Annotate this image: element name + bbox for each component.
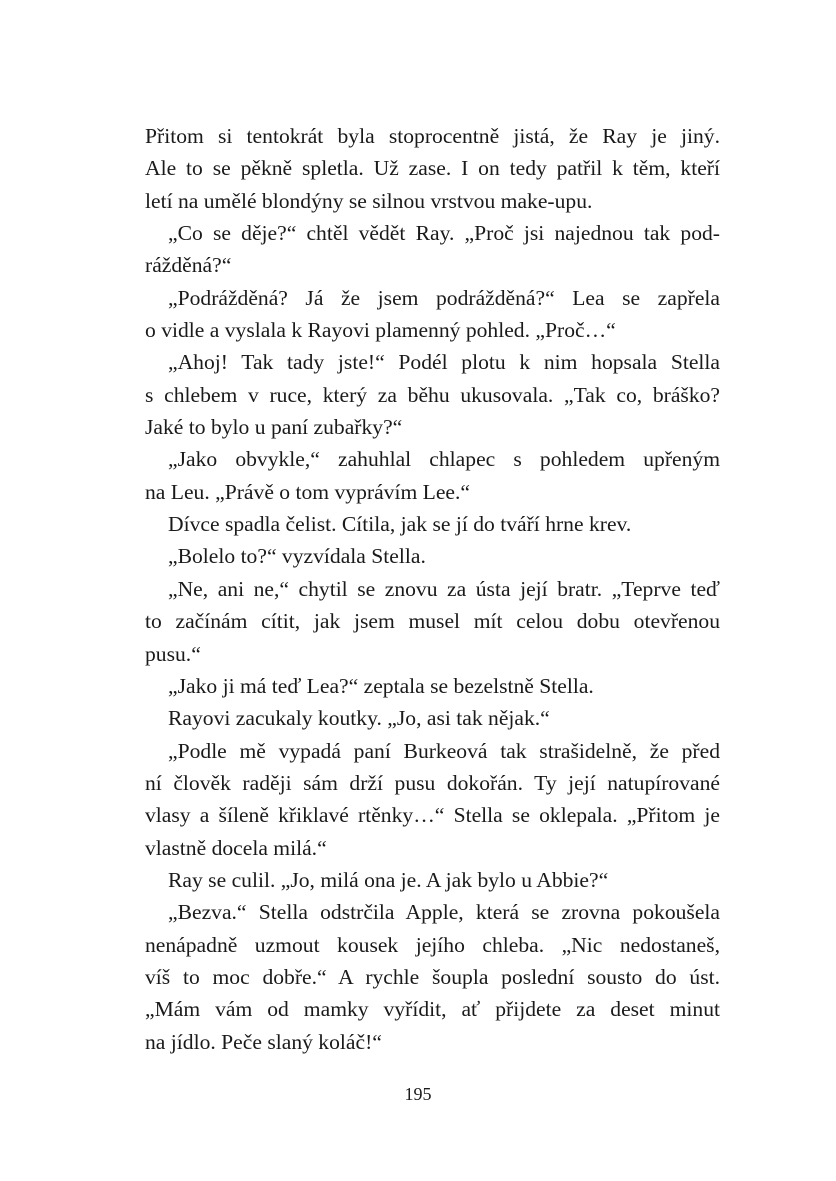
text-line: „Bolelo to?“ vyzvídala Stella. xyxy=(168,544,426,569)
text-line: ní člověk raději sám drží pusu dokořán. Ty její natupírované xyxy=(145,770,720,795)
text-line: víš to moc dobře.“ A rychle šoupla poslední sousto do úst. xyxy=(145,964,720,989)
text-line: Rayovi zacukaly koutky. „Jo, asi tak nějak.“ xyxy=(168,706,550,731)
page-number: 195 xyxy=(404,1084,432,1104)
text-line: vlastně docela milá.“ xyxy=(145,835,327,860)
text-line: „Podle mě vypadá paní Burkeová tak strašidelně, že před xyxy=(168,738,720,763)
text-line: „Jako obvykle,“ zahuhlal chlapec s pohledem upřeným xyxy=(168,447,720,472)
text-line: „Co se děje?“ chtěl vědět Ray. „Proč jsi najednou tak pod- xyxy=(168,221,720,246)
text-line: o vidle a vyslala k Rayovi plamenný pohled. „Proč…“ xyxy=(145,318,616,343)
text-line: vlasy a šíleně křiklavé rtěnky…“ Stella se oklepala. „Přitom je xyxy=(145,803,720,828)
book-page-text xyxy=(145,120,720,1058)
text-line: to začínám cítit, jak jsem musel mít celou dobu otevřenou xyxy=(145,609,720,634)
text-line: „Mám vám od mamky vyřídit, ať přijdete za deset minut xyxy=(145,997,720,1022)
text-line: „Podrážděná? Já že jsem podrážděná?“ Lea se zapřela xyxy=(168,285,720,310)
text-line: nenápadně uzmout kousek jejího chleba. „Nic nedostaneš, xyxy=(145,932,720,957)
text-line: „Ne, ani ne,“ chytil se znovu za ústa její bratr. „Teprve teď xyxy=(168,576,720,601)
text-line: Ray se culil. „Jo, milá ona je. A jak bylo u Abbie?“ xyxy=(168,867,609,892)
text-line: „Bezva.“ Stella odstrčila Apple, která se zrovna pokoušela xyxy=(168,900,720,925)
text-line: Jaké to bylo u paní zubařky?“ xyxy=(145,415,403,440)
text-line: „Jako ji má teď Lea?“ zeptala se bezelstně Stella. xyxy=(168,673,594,698)
text-line: rážděná?“ xyxy=(145,253,232,278)
text-line: Přitom si tentokrát byla stoprocentně jistá, že Ray je jiný. xyxy=(145,124,720,148)
text-line: s chlebem v ruce, který za běhu ukusovala. „Tak co, bráško? xyxy=(145,382,720,407)
text-line: letí na umělé blondýny se silnou vrstvou make-upu. xyxy=(145,188,593,213)
text-line: na Leu. „Právě o tom vyprávím Lee.“ xyxy=(145,479,470,504)
text-line: pusu.“ xyxy=(145,641,201,666)
text-line: Dívce spadla čelist. Cítila, jak se jí do tváří hrne krev. xyxy=(168,512,632,537)
text-line: Ale to se pěkně spletla. Už zase. I on tedy patřil k těm, kteří xyxy=(145,156,720,181)
text-line: „Ahoj! Tak tady jste!“ Podél plotu k nim hopsala Stella xyxy=(168,350,720,375)
text-line: na jídlo. Peče slaný koláč!“ xyxy=(145,1029,382,1054)
